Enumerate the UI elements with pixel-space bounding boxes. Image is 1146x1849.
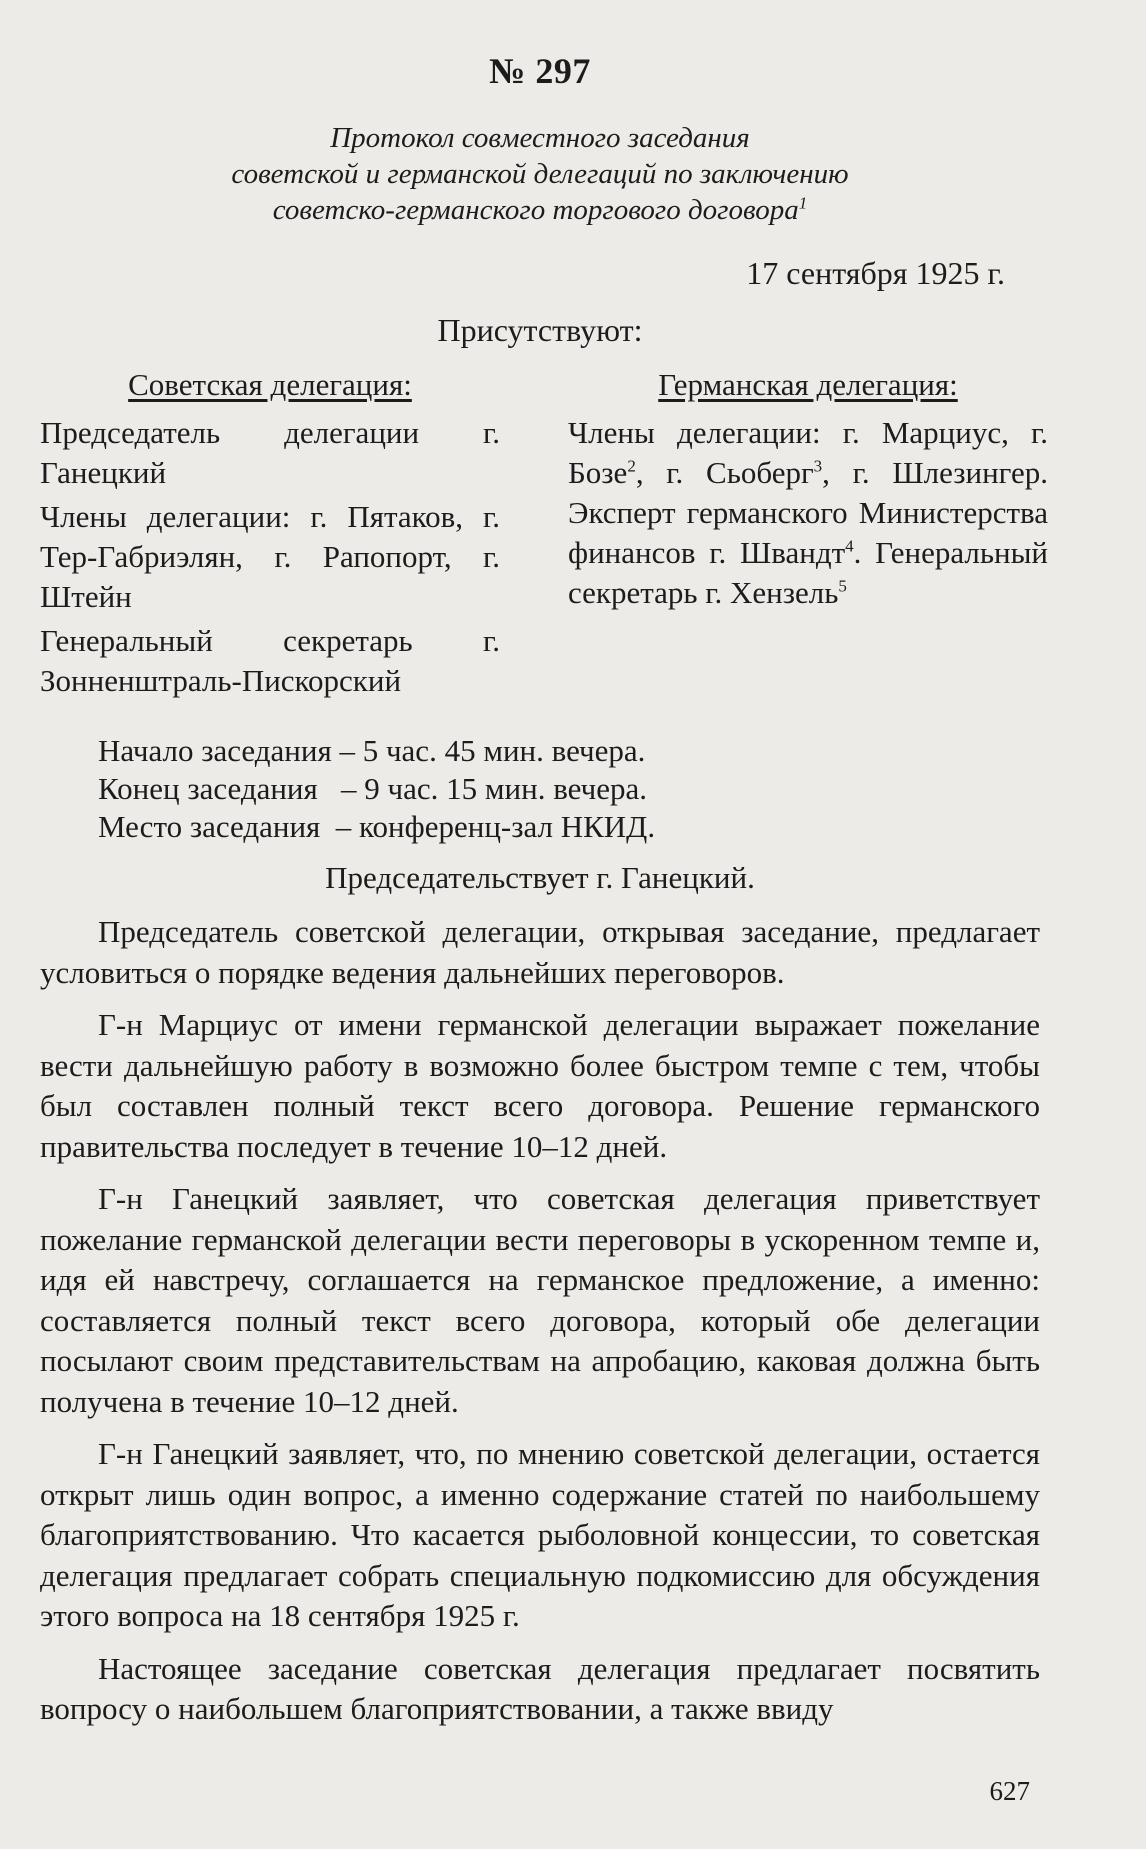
footnote-marker: 3 [813,456,823,476]
title-line [40,192,1040,228]
soviet-chairman: Председатель делегации г. Ганецкий [40,415,500,490]
title-line-text: советско-германского торгового договора [272,194,799,226]
document-title [40,120,1040,228]
footnote-marker: 2 [627,456,636,476]
german-secretary: . Генеральный секретарь г. Хензель [568,535,1048,610]
paragraph: Г-н Марциус от имени германской делегации выражает пожелание вести дальнейшую работу в возможно более быстром темпе с тем, чтобы был составлен полный текст всего договора. Решение германского правительства последует в течение 10–12 дней. [40,1007,1040,1164]
footnote-marker: 5 [838,576,847,596]
soviet-delegation-heading: Советская делегация: [128,367,412,402]
german-members [568,413,1048,613]
present-heading: Присутствуют: [437,312,643,348]
footnote-marker: 4 [845,536,854,556]
protocol-body [40,912,1040,1742]
paragraph: Г-н Ганецкий заявляет, что, по мнению советской делегации, остается открыт лишь один вопрос, а именно содержание статей по наибольшему благоприятствованию. Что касается рыболовной концессии, то советская делегация предлагает собрать специальную подкомиссию для обсуждения этого вопроса на 18 сентября 1925 г. [40,1436,1040,1633]
chaired-by: Председательствует г. Ганецкий. [325,860,755,895]
meeting-end: Конец заседания – 9 час. 15 мин. вечера. [98,771,647,806]
footnote-marker: 1 [798,193,808,213]
document-number: № 297 [489,51,591,91]
paragraph: Г-н Ганецкий заявляет, что советская делегация приветствует пожелание германской делегации вести переговоры в ускоренном темпе и, идя ей навстречу, соглашается на германское предложение, а именно: составляется полный текст всего договора, который обе делегации посылают своим представительствам на апробацию, каковая должна быть получена в течение 10–12 дней. [40,1181,1040,1419]
german-delegation-heading: Германская делегация: [658,367,958,402]
soviet-secretary: Генеральный секретарь г. Зонненштраль-Пискорский [40,623,500,698]
meeting-start: Начало заседания – 5 час. 45 мин. вечера. [98,733,646,768]
title-line: советской и германской делегаций по заключению [231,158,849,190]
german-members-text: , г. Шлезингер. Эксперт германского Министерства финансов г. Швандт [568,455,1048,570]
paragraph: Председатель советской делегации, открывая заседание, предлагает условиться о порядке ведения дальнейших переговоров. [40,914,1040,990]
soviet-delegation-column [40,365,500,705]
german-members-text: , г. Сьоберг [635,455,814,490]
title-line: Протокол совместного заседания [330,122,750,154]
soviet-members: Члены делегации: г. Пятаков, г. Тер-Габриэлян, г. Рапопорт, г. Штейн [40,499,500,614]
document-page [40,50,1048,1830]
paragraph: Настоящее заседание советская делегация предлагает посвятить вопросу о наибольшем благоприятствовании, а также ввиду [40,1650,1040,1726]
page-number: 627 [989,1776,1030,1806]
german-delegation-column [568,365,1048,617]
meeting-details [98,732,655,846]
document-date: 17 сентября 1925 г. [746,255,1005,291]
meeting-place: Место заседания – конференц-зал НКИД. [98,809,656,844]
german-members-text: Члены делегации: г. Марциус, г. Бозе [568,415,1048,490]
